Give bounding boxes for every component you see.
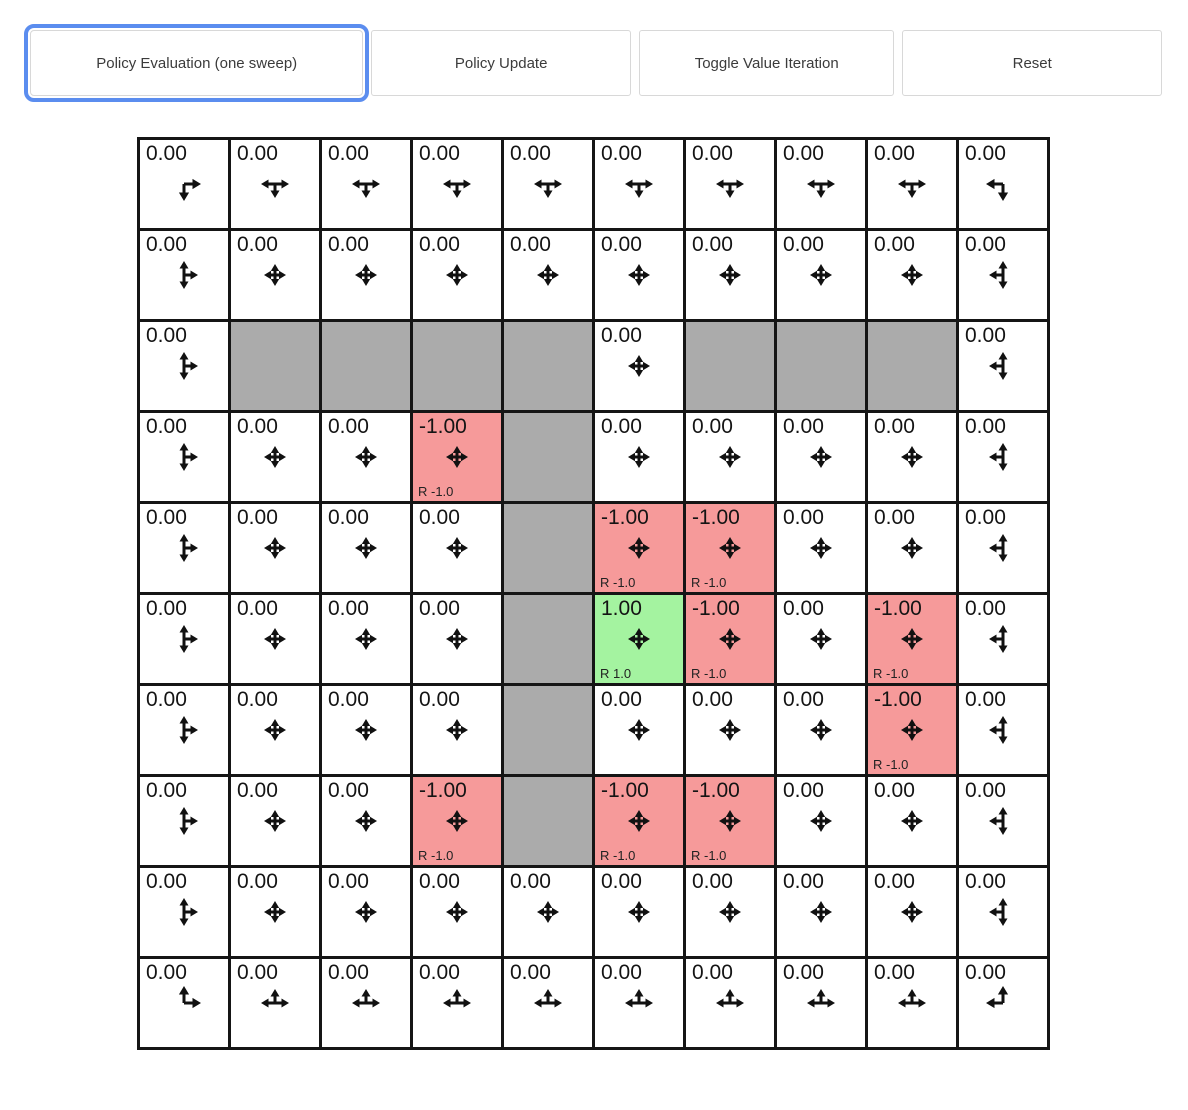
cell-value: -1.00: [601, 779, 649, 802]
grid-cell-r8c7[interactable]: [777, 868, 865, 956]
policy-arrows-icon: [344, 526, 388, 570]
policy-arrows-icon: [617, 253, 661, 297]
policy-arrows-icon: [981, 708, 1025, 752]
policy-arrows-icon: [708, 435, 752, 479]
cell-value: 0.00: [328, 688, 369, 711]
reward-label: R -1.0: [691, 666, 727, 681]
grid-cell-r5c5[interactable]: [595, 595, 683, 683]
reward-label: R -1.0: [600, 848, 636, 863]
cell-value: 0.00: [874, 779, 915, 802]
policy-arrows-icon: [344, 162, 388, 206]
cell-value: 0.00: [146, 233, 187, 256]
grid-cell-r8c8[interactable]: [868, 868, 956, 956]
cell-value: 0.00: [783, 688, 824, 711]
grid-cell-r6c7[interactable]: [777, 686, 865, 774]
cell-value: 0.00: [783, 233, 824, 256]
policy-arrows-icon: [344, 981, 388, 1025]
grid-cell-r6c6[interactable]: [686, 686, 774, 774]
cell-value: 0.00: [237, 961, 278, 984]
wall-cell-r2c8[interactable]: [868, 322, 956, 410]
grid-cell-r0c4[interactable]: [504, 140, 592, 228]
grid-cell-r9c0[interactable]: [140, 959, 228, 1047]
cell-value: 0.00: [874, 961, 915, 984]
policy-arrows-icon: [435, 435, 479, 479]
cell-value: 0.00: [510, 233, 551, 256]
grid-cell-r5c9[interactable]: [959, 595, 1047, 683]
policy-arrows-icon: [708, 253, 752, 297]
policy-arrows-icon: [981, 435, 1025, 479]
reward-label: R -1.0: [873, 666, 909, 681]
cell-value: 0.00: [328, 961, 369, 984]
policy-arrows-icon: [435, 981, 479, 1025]
cell-value: 0.00: [510, 142, 551, 165]
policy-arrows-icon: [890, 981, 934, 1025]
cell-value: 0.00: [510, 961, 551, 984]
cell-value: 0.00: [692, 142, 733, 165]
policy-arrows-icon: [981, 526, 1025, 570]
grid-cell-r7c9[interactable]: [959, 777, 1047, 865]
policy-evaluation-button[interactable]: Policy Evaluation (one sweep): [30, 30, 363, 96]
grid-cell-r3c5[interactable]: [595, 413, 683, 501]
policy-arrows-icon: [253, 253, 297, 297]
grid-cell-r8c4[interactable]: [504, 868, 592, 956]
grid-cell-r3c8[interactable]: [868, 413, 956, 501]
grid-cell-r5c0[interactable]: [140, 595, 228, 683]
cell-value: 0.00: [601, 142, 642, 165]
cell-value: 0.00: [146, 142, 187, 165]
gridworld-grid: [137, 137, 1050, 1050]
policy-arrows-icon: [344, 708, 388, 752]
policy-arrows-icon: [162, 890, 206, 934]
grid-cell-r6c1[interactable]: [231, 686, 319, 774]
cell-value: 0.00: [328, 142, 369, 165]
policy-arrows-icon: [526, 253, 570, 297]
policy-arrows-icon: [617, 799, 661, 843]
cell-value: 0.00: [237, 688, 278, 711]
grid-cell-r5c7[interactable]: [777, 595, 865, 683]
cell-value: 0.00: [237, 142, 278, 165]
grid-cell-r7c3[interactable]: [413, 777, 501, 865]
policy-arrows-icon: [617, 708, 661, 752]
grid-cell-r8c1[interactable]: [231, 868, 319, 956]
cell-value: 0.00: [601, 688, 642, 711]
policy-arrows-icon: [253, 162, 297, 206]
cell-value: 0.00: [965, 870, 1006, 893]
cell-value: 0.00: [874, 870, 915, 893]
policy-arrows-icon: [799, 162, 843, 206]
policy-arrows-icon: [253, 708, 297, 752]
cell-value: -1.00: [692, 597, 740, 620]
grid-cell-r4c1[interactable]: [231, 504, 319, 592]
reward-label: R 1.0: [600, 666, 632, 681]
grid-cell-r8c5[interactable]: [595, 868, 683, 956]
cell-value: 0.00: [146, 415, 187, 438]
policy-arrows-icon: [253, 526, 297, 570]
cell-value: 0.00: [146, 688, 187, 711]
cell-value: 0.00: [146, 961, 187, 984]
grid-cell-r1c2[interactable]: [322, 231, 410, 319]
cell-value: 0.00: [328, 597, 369, 620]
grid-cell-r0c6[interactable]: [686, 140, 774, 228]
grid-cell-r8c2[interactable]: [322, 868, 410, 956]
policy-arrows-icon: [890, 435, 934, 479]
cell-value: 0.00: [328, 870, 369, 893]
policy-arrows-icon: [162, 435, 206, 479]
cell-value: 0.00: [237, 597, 278, 620]
reset-button[interactable]: Reset: [902, 30, 1162, 96]
policy-arrows-icon: [617, 617, 661, 661]
policy-arrows-icon: [344, 890, 388, 934]
cell-value: 0.00: [328, 506, 369, 529]
policy-arrows-icon: [981, 890, 1025, 934]
grid-cell-r8c6[interactable]: [686, 868, 774, 956]
grid-cell-r0c3[interactable]: [413, 140, 501, 228]
grid-cell-r5c2[interactable]: [322, 595, 410, 683]
cell-value: 0.00: [965, 415, 1006, 438]
cell-value: 0.00: [510, 870, 551, 893]
cell-value: 0.00: [783, 779, 824, 802]
wall-cell-r2c6[interactable]: [686, 322, 774, 410]
cell-value: 0.00: [965, 233, 1006, 256]
grid-cell-r4c8[interactable]: [868, 504, 956, 592]
cell-value: 0.00: [783, 506, 824, 529]
policy-arrows-icon: [799, 253, 843, 297]
policy-arrows-icon: [435, 617, 479, 661]
grid-cell-r3c3[interactable]: [413, 413, 501, 501]
grid-cell-r0c2[interactable]: [322, 140, 410, 228]
grid-cell-r6c2[interactable]: [322, 686, 410, 774]
reward-label: R -1.0: [691, 575, 727, 590]
cell-value: 0.00: [237, 506, 278, 529]
policy-arrows-icon: [526, 162, 570, 206]
policy-arrows-icon: [253, 617, 297, 661]
cell-value: 0.00: [419, 597, 460, 620]
wall-cell-r4c4[interactable]: [504, 504, 592, 592]
grid-cell-r9c6[interactable]: [686, 959, 774, 1047]
wall-cell-r2c1[interactable]: [231, 322, 319, 410]
grid-cell-r9c2[interactable]: [322, 959, 410, 1047]
policy-arrows-icon: [890, 162, 934, 206]
cell-value: 0.00: [965, 506, 1006, 529]
grid-cell-r8c9[interactable]: [959, 868, 1047, 956]
cell-value: 0.00: [965, 688, 1006, 711]
policy-arrows-icon: [526, 981, 570, 1025]
grid-cell-r4c6[interactable]: [686, 504, 774, 592]
grid-cell-r6c9[interactable]: [959, 686, 1047, 774]
reward-label: R -1.0: [418, 484, 454, 499]
policy-arrows-icon: [708, 799, 752, 843]
policy-arrows-icon: [617, 981, 661, 1025]
grid-cell-r9c5[interactable]: [595, 959, 683, 1047]
cell-value: 0.00: [419, 961, 460, 984]
cell-value: 0.00: [874, 142, 915, 165]
grid-cell-r0c0[interactable]: [140, 140, 228, 228]
grid-cell-r7c6[interactable]: [686, 777, 774, 865]
grid-cell-r8c0[interactable]: [140, 868, 228, 956]
cell-value: -1.00: [874, 597, 922, 620]
grid-cell-r3c0[interactable]: [140, 413, 228, 501]
policy-arrows-icon: [799, 981, 843, 1025]
cell-value: 0.00: [601, 415, 642, 438]
policy-arrows-icon: [162, 708, 206, 752]
cell-value: 0.00: [419, 233, 460, 256]
reward-label: R -1.0: [418, 848, 454, 863]
grid-cell-r9c8[interactable]: [868, 959, 956, 1047]
cell-value: 0.00: [601, 233, 642, 256]
grid-cell-r5c1[interactable]: [231, 595, 319, 683]
cell-value: 0.00: [146, 779, 187, 802]
grid-cell-r9c9[interactable]: [959, 959, 1047, 1047]
cell-value: 0.00: [419, 688, 460, 711]
cell-value: 0.00: [965, 597, 1006, 620]
policy-arrows-icon: [981, 253, 1025, 297]
grid-cell-r6c0[interactable]: [140, 686, 228, 774]
policy-arrows-icon: [799, 708, 843, 752]
grid-cell-r1c0[interactable]: [140, 231, 228, 319]
policy-arrows-icon: [253, 435, 297, 479]
cell-value: 0.00: [692, 870, 733, 893]
cell-value: 0.00: [419, 506, 460, 529]
grid-cell-r7c8[interactable]: [868, 777, 956, 865]
policy-arrows-icon: [890, 617, 934, 661]
grid-cell-r0c9[interactable]: [959, 140, 1047, 228]
policy-arrows-icon: [799, 435, 843, 479]
policy-arrows-icon: [162, 799, 206, 843]
policy-arrows-icon: [799, 799, 843, 843]
policy-arrows-icon: [617, 344, 661, 388]
cell-value: 0.00: [419, 142, 460, 165]
cell-value: 0.00: [328, 779, 369, 802]
cell-value: 0.00: [237, 779, 278, 802]
cell-value: 0.00: [146, 324, 187, 347]
policy-arrows-icon: [617, 435, 661, 479]
grid-cell-r7c7[interactable]: [777, 777, 865, 865]
grid-cell-r3c9[interactable]: [959, 413, 1047, 501]
grid-cell-r0c7[interactable]: [777, 140, 865, 228]
policy-arrows-icon: [981, 617, 1025, 661]
grid-cell-r8c3[interactable]: [413, 868, 501, 956]
policy-arrows-icon: [708, 617, 752, 661]
policy-arrows-icon: [799, 617, 843, 661]
policy-arrows-icon: [981, 799, 1025, 843]
cell-value: 0.00: [601, 870, 642, 893]
cell-value: 0.00: [965, 324, 1006, 347]
policy-arrows-icon: [344, 799, 388, 843]
policy-arrows-icon: [890, 799, 934, 843]
cell-value: 1.00: [601, 597, 642, 620]
grid-cell-r1c8[interactable]: [868, 231, 956, 319]
grid-cell-r7c2[interactable]: [322, 777, 410, 865]
policy-arrows-icon: [435, 708, 479, 752]
grid-cell-r2c5[interactable]: [595, 322, 683, 410]
cell-value: 0.00: [783, 415, 824, 438]
cell-value: 0.00: [146, 506, 187, 529]
grid-cell-r1c5[interactable]: [595, 231, 683, 319]
grid-cell-r3c6[interactable]: [686, 413, 774, 501]
policy-arrows-icon: [435, 890, 479, 934]
cell-value: 0.00: [237, 870, 278, 893]
policy-arrows-icon: [890, 890, 934, 934]
grid-cell-r4c2[interactable]: [322, 504, 410, 592]
reward-label: R -1.0: [600, 575, 636, 590]
cell-value: 0.00: [692, 415, 733, 438]
policy-arrows-icon: [435, 253, 479, 297]
policy-arrows-icon: [890, 253, 934, 297]
policy-arrows-icon: [162, 162, 206, 206]
cell-value: 0.00: [965, 779, 1006, 802]
policy-arrows-icon: [162, 526, 206, 570]
grid-cell-r1c4[interactable]: [504, 231, 592, 319]
policy-arrows-icon: [162, 344, 206, 388]
grid-cell-r5c6[interactable]: [686, 595, 774, 683]
policy-arrows-icon: [981, 344, 1025, 388]
cell-value: 0.00: [874, 506, 915, 529]
policy-arrows-icon: [617, 162, 661, 206]
grid-cell-r1c1[interactable]: [231, 231, 319, 319]
grid-cell-r4c7[interactable]: [777, 504, 865, 592]
cell-value: 0.00: [874, 233, 915, 256]
toolbar: [30, 30, 1162, 96]
grid-cell-r9c4[interactable]: [504, 959, 592, 1047]
grid-cell-r0c8[interactable]: [868, 140, 956, 228]
cell-value: -1.00: [874, 688, 922, 711]
cell-value: 0.00: [419, 870, 460, 893]
grid-cell-r3c7[interactable]: [777, 413, 865, 501]
grid-cell-r4c9[interactable]: [959, 504, 1047, 592]
grid-cell-r9c3[interactable]: [413, 959, 501, 1047]
policy-arrows-icon: [526, 890, 570, 934]
grid-cell-r5c8[interactable]: [868, 595, 956, 683]
grid-cell-r3c2[interactable]: [322, 413, 410, 501]
cell-value: 0.00: [783, 870, 824, 893]
policy-arrows-icon: [708, 708, 752, 752]
cell-value: 0.00: [237, 415, 278, 438]
policy-arrows-icon: [435, 162, 479, 206]
grid-cell-r1c9[interactable]: [959, 231, 1047, 319]
policy-arrows-icon: [344, 617, 388, 661]
cell-value: 0.00: [783, 597, 824, 620]
policy-arrows-icon: [253, 890, 297, 934]
policy-arrows-icon: [344, 253, 388, 297]
policy-arrows-icon: [344, 435, 388, 479]
reward-label: R -1.0: [691, 848, 727, 863]
policy-arrows-icon: [981, 981, 1025, 1025]
cell-value: -1.00: [419, 779, 467, 802]
grid-cell-r7c5[interactable]: [595, 777, 683, 865]
cell-value: 0.00: [965, 142, 1006, 165]
policy-arrows-icon: [708, 526, 752, 570]
grid-cell-r4c3[interactable]: [413, 504, 501, 592]
wall-cell-r2c7[interactable]: [777, 322, 865, 410]
cell-value: 0.00: [783, 961, 824, 984]
policy-arrows-icon: [617, 890, 661, 934]
cell-value: 0.00: [146, 597, 187, 620]
grid-cell-r7c0[interactable]: [140, 777, 228, 865]
reward-label: R -1.0: [873, 757, 909, 772]
cell-value: -1.00: [692, 779, 740, 802]
wall-cell-r7c4[interactable]: [504, 777, 592, 865]
wall-cell-r6c4[interactable]: [504, 686, 592, 774]
cell-value: 0.00: [965, 961, 1006, 984]
cell-value: 0.00: [692, 961, 733, 984]
grid-cell-r9c7[interactable]: [777, 959, 865, 1047]
cell-value: 0.00: [783, 142, 824, 165]
grid-cell-r3c1[interactable]: [231, 413, 319, 501]
grid-cell-r1c3[interactable]: [413, 231, 501, 319]
policy-arrows-icon: [162, 617, 206, 661]
toggle-value-iteration-button[interactable]: Toggle Value Iteration: [639, 30, 895, 96]
policy-arrows-icon: [708, 981, 752, 1025]
cell-value: 0.00: [874, 415, 915, 438]
grid-cell-r4c0[interactable]: [140, 504, 228, 592]
cell-value: 0.00: [328, 415, 369, 438]
grid-cell-r6c3[interactable]: [413, 686, 501, 774]
grid-cell-r7c1[interactable]: [231, 777, 319, 865]
cell-value: 0.00: [237, 233, 278, 256]
grid-cell-r0c5[interactable]: [595, 140, 683, 228]
cell-value: -1.00: [692, 506, 740, 529]
wall-cell-r2c3[interactable]: [413, 322, 501, 410]
cell-value: 0.00: [146, 870, 187, 893]
grid-cell-r5c3[interactable]: [413, 595, 501, 683]
policy-arrows-icon: [617, 526, 661, 570]
policy-arrows-icon: [890, 526, 934, 570]
grid-cell-r6c5[interactable]: [595, 686, 683, 774]
wall-cell-r2c2[interactable]: [322, 322, 410, 410]
grid-cell-r9c1[interactable]: [231, 959, 319, 1047]
cell-value: 0.00: [328, 233, 369, 256]
policy-arrows-icon: [708, 162, 752, 206]
grid-cell-r1c6[interactable]: [686, 231, 774, 319]
grid-cell-r1c7[interactable]: [777, 231, 865, 319]
policy-arrows-icon: [253, 799, 297, 843]
policy-arrows-icon: [253, 981, 297, 1025]
policy-arrows-icon: [890, 708, 934, 752]
policy-arrows-icon: [162, 981, 206, 1025]
policy-arrows-icon: [435, 526, 479, 570]
grid-cell-r4c5[interactable]: [595, 504, 683, 592]
cell-value: 0.00: [692, 233, 733, 256]
grid-cell-r0c1[interactable]: [231, 140, 319, 228]
policy-arrows-icon: [162, 253, 206, 297]
wall-cell-r2c4[interactable]: [504, 322, 592, 410]
wall-cell-r3c4[interactable]: [504, 413, 592, 501]
cell-value: 0.00: [601, 324, 642, 347]
policy-arrows-icon: [708, 890, 752, 934]
grid-cell-r2c9[interactable]: [959, 322, 1047, 410]
policy-arrows-icon: [799, 890, 843, 934]
grid-cell-r2c0[interactable]: [140, 322, 228, 410]
grid-cell-r6c8[interactable]: [868, 686, 956, 774]
wall-cell-r5c4[interactable]: [504, 595, 592, 683]
cell-value: -1.00: [419, 415, 467, 438]
cell-value: -1.00: [601, 506, 649, 529]
cell-value: 0.00: [692, 688, 733, 711]
policy-arrows-icon: [435, 799, 479, 843]
cell-value: 0.00: [601, 961, 642, 984]
policy-update-button[interactable]: Policy Update: [371, 30, 631, 96]
policy-arrows-icon: [981, 162, 1025, 206]
policy-arrows-icon: [799, 526, 843, 570]
